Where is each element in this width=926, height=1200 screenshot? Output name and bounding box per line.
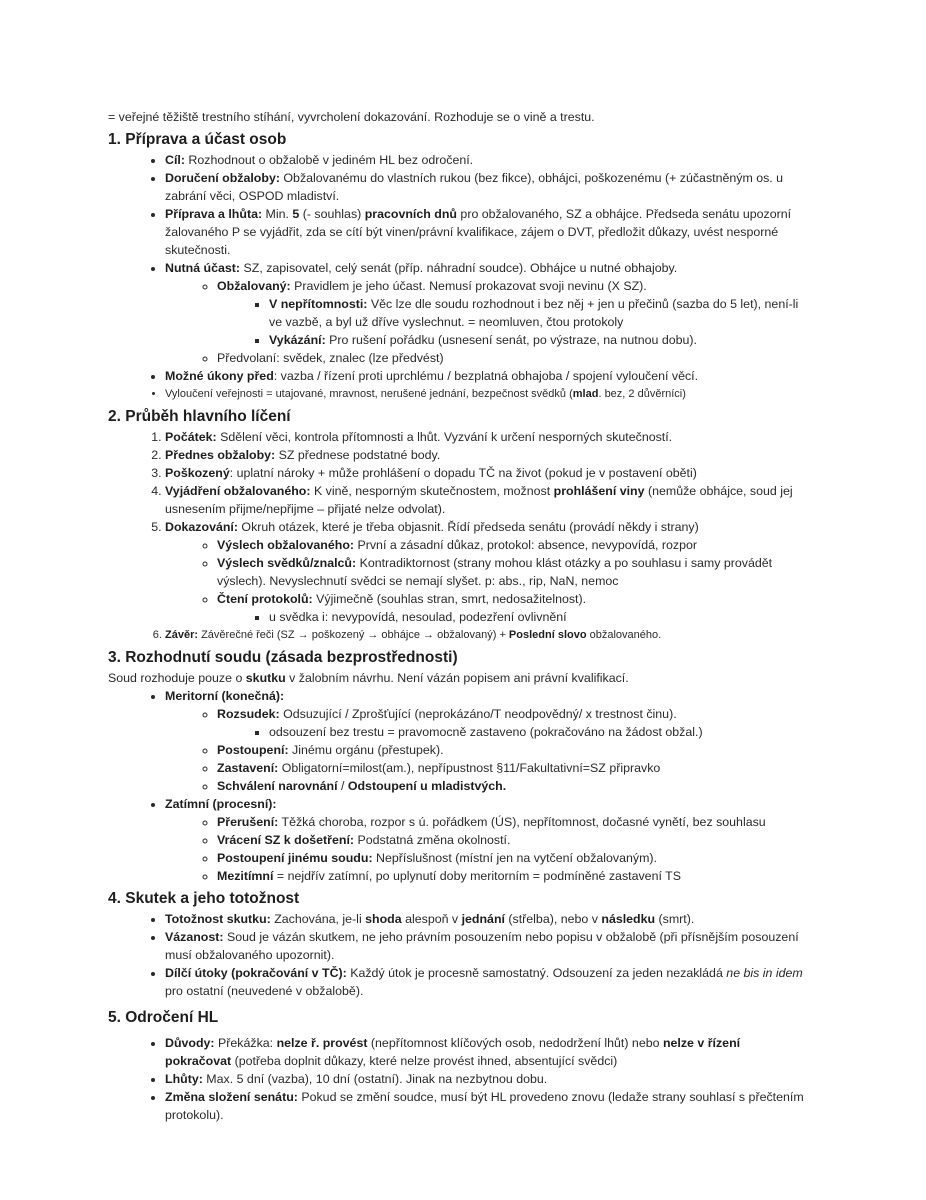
- list-item: • Meritorní (konečná): ◦ Rozsudek: Odsuzující / Zprošťující (neprokázáno/T neodpovědný/ x trestnost činu). ▪ odsouzení bez trestu = pravomocně zastaveno (pokračováno na žádost obžal.) ◦ Postoupení: Jinému orgánu (přestupek). ◦ Zastavení: Obligatorní=milost(am.), nepřípustnost §11/Fakultativní=SZ připravko ◦ Schválení narovnání / Odstoupení u mladistvých.: [165, 687, 808, 795]
- section-2-list: [108, 428, 808, 644]
- list-item: 5. Dokazování: Okruh otázek, které je třeba objasnit. Řídí předseda senátu (provádí někdy i strany) ◦ Výslech obžalovaného: První a zásadní důkaz, protokol: absence, nevypovídá, rozpor ◦ Výslech svědků/znalců: Kontradiktornost (strany mohou klást otázky a po souhlasu i samy provádět výslech). Nevyslechnutí svědci se nemají slyšet. p: abs., rip, NaN, nemoc ◦ Čtení protokolů: Výjimečně (souhlas stran, smrt, nedosažitelnost). ▪ u svědka i: nevypovídá, nesoulad, podezření ovlivnění: [165, 518, 808, 626]
- list-item: ◦ Rozsudek: Odsuzující / Zprošťující (neprokázáno/T neodpovědný/ x trestnost činu). ▪ odsouzení bez trestu = pravomocně zastaveno (pokračováno na žádost obžal.): [217, 705, 808, 741]
- list-item: • Zatímní (procesní): ◦ Přerušení: Těžká choroba, rozpor s ú. pořádkem (ÚS), nepřítomnost, dočasné vynětí, bez souhlasu ◦ Vrácení SZ k došetření: Podstatná změna okolností. ◦ Postoupení jinému soudu: Nepříslušnost (místní jen na vytčení obžalovaným). ◦ Mezitímní = nejdřív zatímní, po uplynutí doby meritorním = podmíněné zastavení TS: [165, 795, 808, 885]
- list-item: • Příprava a lhůta: Min. 5 (- souhlas) pracovních dnů pro obžalovaného, SZ a obhájce. Předseda senátu upozorní žalovaného P se vyjádřit, zda se cítí být vinen/právní kvalifikace, zájem o DVT, předložit důkazy, uvést nesporné skutečnosti.: [165, 205, 808, 259]
- list-item: • Možné úkony před: vazba / řízení proti uprchlému / bezplatná obhajoba / spojení vyloučení věcí.: [165, 367, 808, 385]
- list-item: 4. Vyjádření obžalovaného: K vině, nesporným skutečnostem, možnost prohlášení viny (nemůže obhájce, soud jej usnesením přijme/nepřijme – přijaté nelze odvolat).: [165, 482, 808, 518]
- list-item: ◦ Výslech svědků/znalců: Kontradiktornost (strany mohou klást otázky a po souhlasu i samy provádět výslech). Nevyslechnutí svědci se nemají slyšet. p: abs., rip, NaN, nemoc: [217, 554, 808, 590]
- list-item: • Cíl: Rozhodnout o obžalobě v jediném HL bez odročení.: [165, 151, 808, 169]
- list-item: • Změna složení senátu: Pokud se změní soudce, musí být HL provedeno znovu (ledaže strany souhlasí s přečtením protokolu).: [165, 1088, 808, 1124]
- section-3-paragraph: Soud rozhoduje pouze o skutku v žalobním návrhu. Není vázán popisem ani právní kvalifikací.: [108, 671, 629, 685]
- list-item: ◦ Zastavení: Obligatorní=milost(am.), nepřípustnost §11/Fakultativní=SZ připravko: [217, 759, 808, 777]
- list-item: 2. Přednes obžaloby: SZ přednese podstatné body.: [165, 446, 808, 464]
- list-item: • Vázanost: Soud je vázán skutkem, ne jeho právním posouzením nebo popisu v obžalobě (při přísnějším posouzení musí obžalovaného upozornit).: [165, 928, 808, 964]
- section-4-list: [108, 910, 808, 1000]
- list-item: ◦ Mezitímní = nejdřív zatímní, po uplynutí doby meritorním = podmíněné zastavení TS: [217, 867, 808, 885]
- section-5-heading: 5. Odročení HL: [108, 1009, 219, 1026]
- section-3-heading: 3. Rozhodnutí soudu (zásada bezprostřednosti): [108, 649, 458, 666]
- list-item: ▪ Vykázání: Pro rušení pořádku (usnesení senát, po výstraze, na nutnou dobu).: [269, 331, 808, 349]
- list-item: ▪ u svědka i: nevypovídá, nesoulad, podezření ovlivnění: [269, 608, 808, 626]
- list-item: 1. Počátek: Sdělení věci, kontrola přítomnosti a lhůt. Vyzvání k určení nesporných skutečností.: [165, 428, 808, 446]
- list-item: • Dílčí útoky (pokračování v TČ): Každý útok je procesně samostatný. Odsouzení za jeden nezakládá ne bis in idem pro ostatní (neuvedené v obžalobě).: [165, 964, 808, 1000]
- list-item: ◦ Čtení protokolů: Výjimečně (souhlas stran, smrt, nedosažitelnost). ▪ u svědka i: nevypovídá, nesoulad, podezření ovlivnění: [217, 590, 808, 626]
- section-1-heading: 1. Příprava a účast osob: [108, 131, 287, 148]
- list-item: ◦ Postoupení jinému soudu: Nepříslušnost (místní jen na vytčení obžalovaným).: [217, 849, 808, 867]
- list-item: ▪ V nepřítomnosti: Věc lze dle soudu rozhodnout i bez něj + jen u přečinů (sazba do 5 let), není-li ve vazbě, a byl už dříve vyslechnut. = neomluven, čtou protokoly: [269, 295, 808, 331]
- list-item: ◦ Schválení narovnání / Odstoupení u mladistvých.: [217, 777, 808, 795]
- section-5-list: [108, 1034, 808, 1124]
- section-3-list: [108, 687, 808, 885]
- list-item: • Důvody: Překážka: nelze ř. provést (nepřítomnost klíčových osob, nedodržení lhůt) nebo nelze v řízení pokračovat (potřeba doplnit důkazy, které nelze provést ihned, absentující svědci): [165, 1034, 808, 1070]
- list-item: ◦ Předvolaní: svědek, znalec (lze předvést): [217, 349, 808, 367]
- intro-text: = veřejné těžiště trestního stíhání, vyvrcholení dokazování. Rozhoduje se o vině a trestu.: [108, 110, 595, 124]
- section-4-heading: 4. Skutek a jeho totožnost: [108, 890, 300, 907]
- list-item: • Doručení obžaloby: Obžalovanému do vlastních rukou (bez fikce), obhájci, poškozenému (+ zúčastněným os. u zabrání věci, OSPOD mladiství.: [165, 169, 808, 205]
- list-item: ◦ Obžalovaný: Pravidlem je jeho účast. Nemusí prokazovat svoji nevinu (X SZ). ▪ V nepřítomnosti: Věc lze dle soudu rozhodnout i bez něj + jen u přečinů (sazba do 5 let), není-li ve vazbě, a byl už dříve vyslechnut. = neomluven, čtou protokoly ▪ Vykázání: Pro rušení pořádku (usnesení senát, po výstraze, na nutnou dobu).: [217, 277, 808, 349]
- document-page: [108, 108, 808, 1124]
- list-item: ◦ Postoupení: Jinému orgánu (přestupek).: [217, 741, 808, 759]
- list-item: • Nutná účast: SZ, zapisovatel, celý senát (příp. náhradní soudce). Obhájce u nutné obhajoby. ◦ Obžalovaný: Pravidlem je jeho účast. Nemusí prokazovat svoji nevinu (X SZ). ▪ V nepřítomnosti: Věc lze dle soudu rozhodnout i bez něj + jen u přečinů (sazba do 5 let), není-li ve vazbě, a byl už dříve vyslechnut. = neomluven, čtou protokoly ▪ Vykázání: Pro rušení pořádku (usnesení senát, po výstraze, na nutnou dobu). ◦ Předvolaní: svědek, znalec (lze předvést): [165, 259, 808, 367]
- list-item: ◦ Vrácení SZ k došetření: Podstatná změna okolností.: [217, 831, 808, 849]
- list-item: ◦ Výslech obžalovaného: První a zásadní důkaz, protokol: absence, nevypovídá, rozpor: [217, 536, 808, 554]
- list-item: • Lhůty: Max. 5 dní (vazba), 10 dní (ostatní). Jinak na nezbytnou dobu.: [165, 1070, 808, 1088]
- section-1-list: [108, 151, 808, 403]
- list-item: ▪ odsouzení bez trestu = pravomocně zastaveno (pokračováno na žádost obžal.): [269, 723, 808, 741]
- list-item: ◦ Přerušení: Těžká choroba, rozpor s ú. pořádkem (ÚS), nepřítomnost, dočasné vynětí, bez souhlasu: [217, 813, 808, 831]
- list-item: • Totožnost skutku: Zachována, je-li shoda alespoň v jednání (střelba), nebo v následku (smrt).: [165, 910, 808, 928]
- list-item: 6. Závěr: Závěrečné řeči (SZ → poškozený → obhájce → obžalovaný) + Poslední slovo obžalovaného.: [165, 626, 808, 644]
- list-item: 3. Poškozený: uplatní nároky + může prohlášení o dopadu TČ na život (pokud je v postavení oběti): [165, 464, 808, 482]
- section-2-heading: 2. Průběh hlavního líčení: [108, 408, 291, 425]
- list-item: • Vyloučení veřejnosti = utajované, mravnost, nerušené jednání, bezpečnost svědků (mlad. bez, 2 důvěrníci): [165, 385, 808, 403]
